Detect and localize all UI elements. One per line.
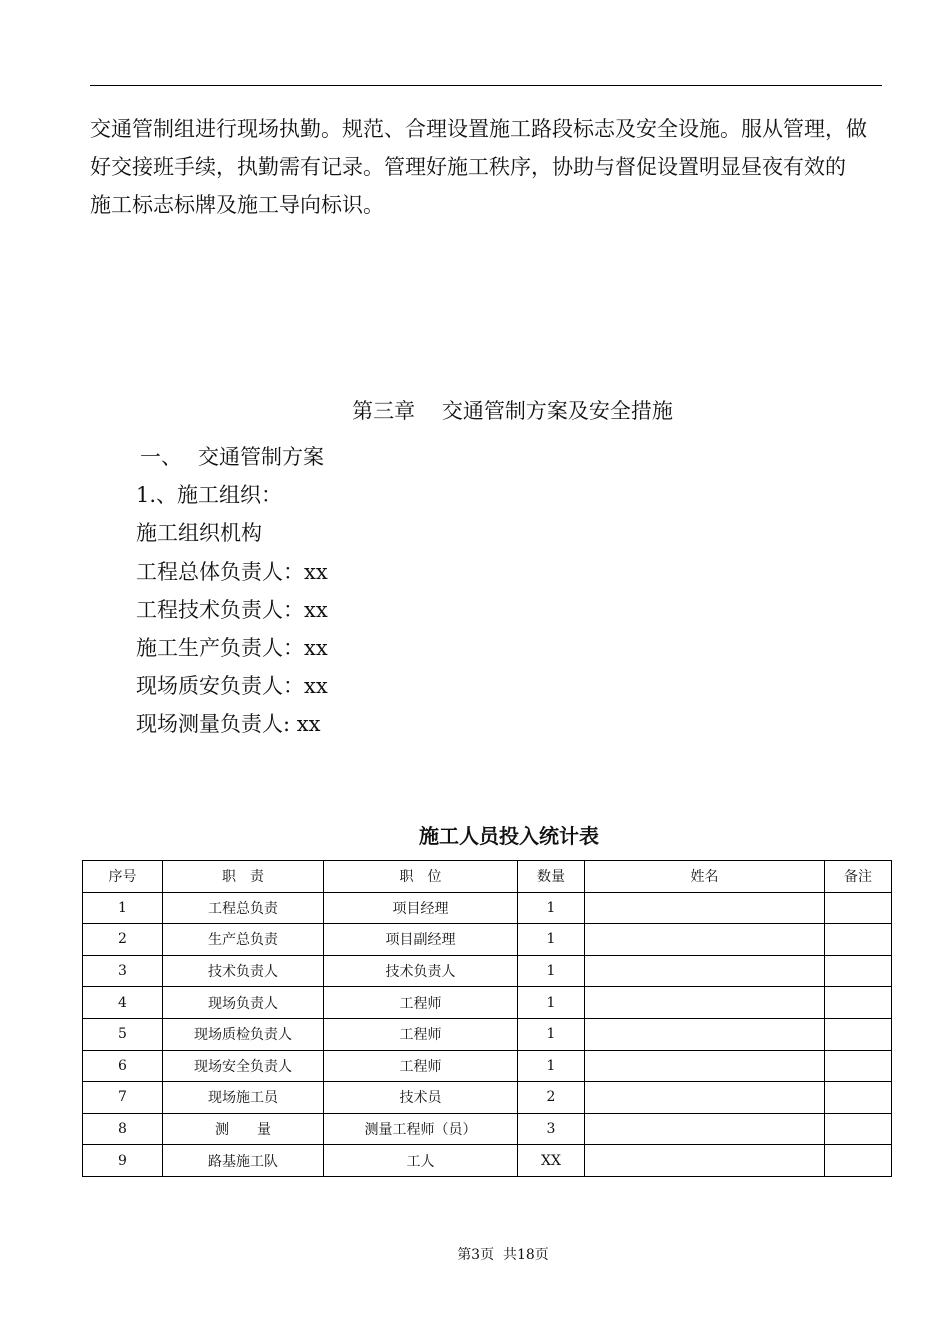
table-cell: 2 [83, 924, 163, 956]
table-row [83, 955, 892, 987]
table-cell: 技术负责人 [324, 955, 518, 987]
table-title: 施工人员投入统计表 [419, 824, 599, 848]
table-row [83, 987, 892, 1019]
table-body [83, 892, 892, 1176]
table-cell: 1 [518, 892, 585, 924]
table-cell: 1 [518, 924, 585, 956]
table-cell [585, 1050, 825, 1082]
table-cell: 技术负责人 [163, 955, 324, 987]
table-cell: 2 [518, 1082, 585, 1114]
table-cell [585, 924, 825, 956]
table-cell: 4 [83, 987, 163, 1019]
header-cell: 数量 [518, 861, 585, 893]
table-cell [585, 1082, 825, 1114]
header-cell: 序号 [83, 861, 163, 893]
header-cell: 职 责 [163, 861, 324, 893]
table-cell: 路基施工队 [163, 1145, 324, 1177]
header-cell: 姓名 [585, 861, 825, 893]
table-cell [585, 1018, 825, 1050]
table-cell: 1 [83, 892, 163, 924]
table-cell: 1 [518, 987, 585, 1019]
table-cell [825, 892, 892, 924]
table-cell: 项目经理 [324, 892, 518, 924]
header-cell: 备注 [825, 861, 892, 893]
table-cell: 工程师 [324, 987, 518, 1019]
table-cell: 现场质检负责人 [163, 1018, 324, 1050]
table-cell: 技术员 [324, 1082, 518, 1114]
table-cell: 6 [83, 1050, 163, 1082]
table-cell: 测量工程师（员） [324, 1113, 518, 1145]
table-cell: 3 [83, 955, 163, 987]
table-row [83, 1145, 892, 1177]
table-cell [585, 987, 825, 1019]
table-row [83, 892, 892, 924]
table-cell: XX [518, 1145, 585, 1177]
table-row [83, 924, 892, 956]
table-cell [585, 1113, 825, 1145]
section-heading [136, 438, 328, 476]
table-cell: 9 [83, 1145, 163, 1177]
table-cell: 工程师 [324, 1050, 518, 1082]
table-cell: 1 [518, 1050, 585, 1082]
table-cell [585, 892, 825, 924]
table-cell [585, 955, 825, 987]
table-cell: 测 量 [163, 1113, 324, 1145]
org-title: 施工组织机构 [136, 521, 262, 546]
table-cell: 现场施工员 [163, 1082, 324, 1114]
table-row [83, 1113, 892, 1145]
section-number: 一、 [140, 445, 182, 469]
paragraph-line: 好交接班手续，执勤需有记录。管理好施工秩序，协助与督促设置明显昼夜有效的 [90, 155, 846, 179]
table-cell [825, 987, 892, 1019]
table-cell: 7 [83, 1082, 163, 1114]
role-line: 工程总体负责人：xx [136, 559, 328, 584]
table-cell [825, 1145, 892, 1177]
role-line: 施工生产负责人：xx [136, 635, 328, 660]
table-cell: 工程总负责 [163, 892, 324, 924]
table-cell: 工程师 [324, 1018, 518, 1050]
subheading: 1.、施工组织： [136, 483, 283, 508]
table-cell: 5 [83, 1018, 163, 1050]
chapter-title: 第三章 交通管制方案及安全措施 [352, 399, 673, 423]
table-header-row [83, 861, 892, 893]
table-cell [825, 924, 892, 956]
table-row [83, 1050, 892, 1082]
role-line: 现场质安负责人：xx [136, 674, 328, 699]
table-cell: 工人 [324, 1145, 518, 1177]
role-line: 现场测量负责人: xx [136, 712, 321, 737]
header-rule [90, 85, 882, 86]
table-cell: 生产总负责 [163, 924, 324, 956]
paragraph-line: 施工标志标牌及施工导向标识。 [90, 193, 384, 217]
table-cell [825, 1113, 892, 1145]
table-cell: 1 [518, 955, 585, 987]
section-heading-text: 交通管制方案 [198, 445, 324, 469]
paragraph-line: 交通管制组进行现场执勤。规范、合理设置施工路段标志及安全设施。服从管理，做 [90, 117, 867, 141]
header-cell: 职 位 [324, 861, 518, 893]
table-cell: 8 [83, 1113, 163, 1145]
table-cell [825, 955, 892, 987]
table-cell [825, 1082, 892, 1114]
table-row [83, 1018, 892, 1050]
table-cell [825, 1050, 892, 1082]
page-footer: 第3页 共18页 [457, 1247, 549, 1263]
body-paragraph [90, 110, 890, 224]
table-cell: 3 [518, 1113, 585, 1145]
section-outline [136, 438, 328, 744]
table-cell [585, 1145, 825, 1177]
table-cell [825, 1018, 892, 1050]
table-cell: 项目副经理 [324, 924, 518, 956]
table-cell: 现场安全负责人 [163, 1050, 324, 1082]
table-row [83, 1082, 892, 1114]
staff-table [82, 860, 892, 1177]
table-cell: 1 [518, 1018, 585, 1050]
table-cell: 现场负责人 [163, 987, 324, 1019]
role-line: 工程技术负责人：xx [136, 597, 328, 622]
